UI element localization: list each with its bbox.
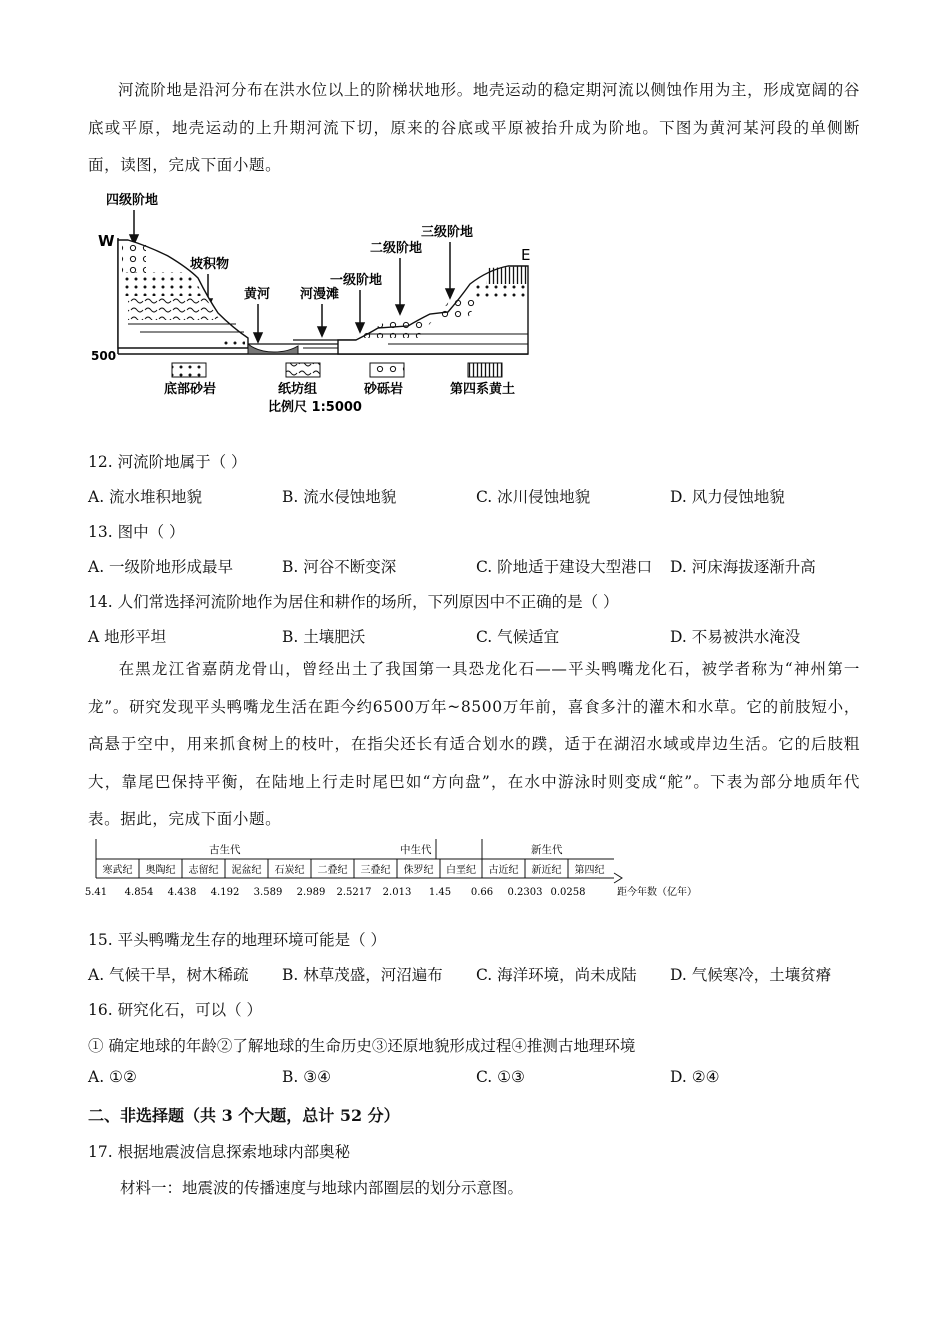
period-label: 白垩纪 bbox=[446, 865, 476, 876]
label-500: 500 bbox=[91, 349, 117, 363]
legend-conglomerate: 砂砾岩 bbox=[364, 382, 404, 397]
q13-option-a[interactable]: A. 一级阶地形成最早 bbox=[88, 558, 234, 576]
q12-option-c[interactable]: C. 冰川侵蚀地貌 bbox=[476, 488, 591, 506]
intro-paragraph-2 bbox=[88, 651, 860, 839]
era-paleozoic: 古生代 bbox=[209, 844, 241, 856]
legend-scale: 比例尺 1:5000 bbox=[268, 400, 362, 415]
geologic-timeline-table bbox=[84, 838, 697, 904]
q16-option-b[interactable]: B. ③④ bbox=[282, 1068, 332, 1086]
age-value: 0.0258 bbox=[550, 887, 586, 898]
axis-label: 距今年数（亿年） bbox=[617, 887, 697, 898]
q16-stem: 16. 研究化石，可以（ ） bbox=[88, 1001, 263, 1019]
q12-option-d[interactable]: D. 风力侵蚀地貌 bbox=[670, 488, 785, 506]
age-value: 0.2303 bbox=[507, 887, 543, 898]
label-terrace-4: 四级阶地 bbox=[106, 193, 159, 208]
legend-loess: 第四系黄土 bbox=[450, 382, 516, 397]
period-label: 寒武纪 bbox=[102, 865, 133, 876]
period-label: 新近纪 bbox=[531, 865, 562, 876]
q14-option-b[interactable]: B. 土壤肥沃 bbox=[282, 628, 366, 646]
q16-option-d[interactable]: D. ②④ bbox=[670, 1068, 720, 1086]
age-value: 4.192 bbox=[210, 887, 240, 898]
age-value: 4.438 bbox=[167, 887, 197, 898]
q15-option-a[interactable]: A. 气候干旱，树木稀疏 bbox=[88, 966, 249, 984]
age-value: 2.989 bbox=[296, 887, 326, 898]
era-mesozoic: 中生代 bbox=[400, 844, 432, 856]
q17-material: 材料一：地震波的传播速度与地球内部圈层的划分示意图。 bbox=[120, 1179, 524, 1197]
age-value: 4.854 bbox=[124, 887, 154, 898]
legend-zhifang: 纸坊组 bbox=[278, 382, 318, 397]
age-labels bbox=[85, 887, 586, 898]
q12-option-a[interactable]: A. 流水堆积地貌 bbox=[88, 488, 203, 506]
q16-option-a[interactable]: A. ①② bbox=[88, 1068, 137, 1086]
label-w: W bbox=[98, 232, 115, 250]
label-terrace-3: 三级阶地 bbox=[421, 225, 474, 240]
terrace-cross-section-figure bbox=[88, 188, 548, 416]
label-terrace-2: 二级阶地 bbox=[370, 241, 423, 256]
q13-option-b[interactable]: B. 河谷不断变深 bbox=[282, 558, 397, 576]
period-label: 石炭纪 bbox=[274, 865, 305, 876]
q12-option-b[interactable]: B. 流水侵蚀地貌 bbox=[282, 488, 397, 506]
q13-option-c[interactable]: C. 阶地适于建设大型港口 bbox=[476, 558, 653, 576]
figure-legend bbox=[164, 363, 515, 415]
q14-option-a[interactable]: A 地形平坦 bbox=[88, 628, 167, 646]
era-cenozoic: 新生代 bbox=[531, 844, 563, 856]
age-value: 3.589 bbox=[253, 887, 283, 898]
age-value: 2.5217 bbox=[336, 887, 372, 898]
period-label: 二叠纪 bbox=[317, 865, 348, 876]
q14-option-c[interactable]: C. 气候适宜 bbox=[476, 628, 560, 646]
period-label: 侏罗纪 bbox=[403, 865, 434, 876]
q17-stem: 17. 根据地震波信息探索地球内部奥秘 bbox=[88, 1143, 351, 1161]
period-label: 志留纪 bbox=[188, 865, 219, 876]
label-terrace-1: 一级阶地 bbox=[330, 273, 383, 288]
period-cells bbox=[96, 859, 605, 878]
age-value: 1.45 bbox=[428, 887, 452, 898]
age-value: 5.41 bbox=[84, 887, 108, 898]
period-label: 奥陶纪 bbox=[145, 865, 176, 876]
label-e: E bbox=[521, 246, 531, 264]
q16-items: ① 确定地球的年龄②了解地球的生命历史③还原地貌形成过程④推测古地理环境 bbox=[88, 1037, 636, 1055]
q15-option-c[interactable]: C. 海洋环境，尚未成陆 bbox=[476, 966, 637, 984]
label-colluvium: 坡积物 bbox=[190, 257, 230, 272]
period-label: 第四纪 bbox=[574, 865, 605, 876]
legend-sandstone: 底部砂岩 bbox=[164, 382, 217, 397]
q15-option-d[interactable]: D. 气候寒冷，土壤贫瘠 bbox=[670, 966, 832, 984]
age-value: 0.66 bbox=[470, 887, 494, 898]
age-value: 2.013 bbox=[382, 887, 412, 898]
period-label: 古近纪 bbox=[488, 865, 519, 876]
q14-option-d[interactable]: D. 不易被洪水淹没 bbox=[670, 628, 801, 646]
section-2-heading: 二、非选择题（共 3 个大题，总计 52 分） bbox=[88, 1106, 400, 1125]
q15-option-b[interactable]: B. 林草茂盛，河沼遍布 bbox=[282, 966, 443, 984]
q13-stem: 13. 图中（ ） bbox=[88, 523, 185, 541]
q16-option-c[interactable]: C. ①③ bbox=[476, 1068, 525, 1086]
intro-paragraph-1 bbox=[88, 72, 860, 185]
label-floodplain: 河漫滩 bbox=[300, 287, 340, 302]
q14-stem: 14. 人们常选择河流阶地作为居住和耕作的场所，下列原因中不正确的是（ ） bbox=[88, 593, 619, 611]
q13-option-d[interactable]: D. 河床海拔逐渐升高 bbox=[670, 558, 816, 576]
q12-stem: 12. 河流阶地属于（ ） bbox=[88, 453, 247, 471]
label-yellow-river: 黄河 bbox=[244, 287, 271, 302]
period-label: 三叠纪 bbox=[360, 865, 391, 876]
intro-text-1: 河流阶地是沿河分布在洪水位以上的阶梯状地形。地壳运动的稳定期河流以侧蚀作用为主，形成宽阔的谷底或平原，地壳运动的上升期河流下切，原来的谷底或平原被抬升成为阶地。下图为黄河某河段的单侧断面，读图，完成下面小题。 bbox=[88, 81, 860, 174]
intro-text-2: 在黑龙江省嘉荫龙骨山，曾经出土了我国第一具恐龙化石——平头鸭嘴龙化石，被学者称为“神州第一龙”。研究发现平头鸭嘴龙生活在距今约6500万年~8500万年前，喜食多汁的灌木和水草。它的前肢短小，高悬于空中，用来抓食树上的枝叶，在指尖还长有适合划水的蹼，适于在湖沼水域或岸边生活。它的后肢粗大，靠尾巴保持平衡，在陆地上行走时尾巴如“方向盘”，在水中游泳时则变成“舵”。下表为部分地质年代表。据此，完成下面小题。 bbox=[88, 660, 860, 828]
period-label: 泥盆纪 bbox=[231, 865, 262, 876]
q15-stem: 15. 平头鸭嘴龙生存的地理环境可能是（ ） bbox=[88, 931, 387, 949]
